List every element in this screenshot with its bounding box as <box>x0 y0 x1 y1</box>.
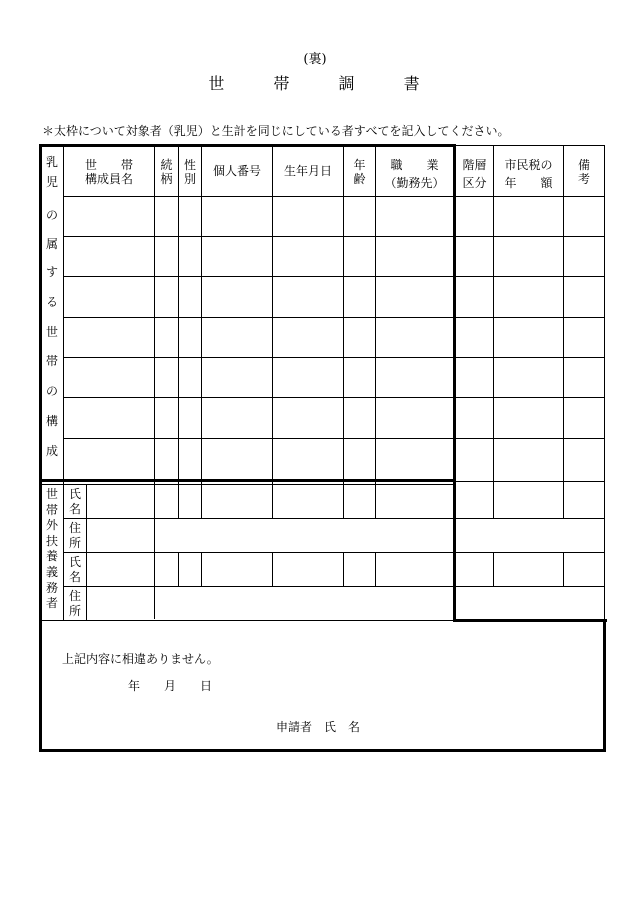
header-remarks: 備 考 <box>577 158 590 186</box>
header-member-name: 世 帯 構成員名 <box>84 158 133 186</box>
col-line <box>493 552 494 586</box>
double-line-household-bottom <box>40 484 454 485</box>
thick-border-inner-right <box>453 144 456 482</box>
supporter-name-label: 氏 名 <box>68 555 81 584</box>
page-title-char: 世 <box>208 74 227 93</box>
border-right <box>604 145 605 620</box>
row-line <box>63 397 604 398</box>
col-line <box>178 145 179 518</box>
header-relation: 続 柄 <box>160 158 173 186</box>
line-supporter-bottom <box>40 620 454 621</box>
supporter-address-label: 住 所 <box>68 521 81 550</box>
supporter-name-label: 氏 名 <box>68 487 81 516</box>
row-line <box>63 196 604 197</box>
thick-border-household-bottom <box>40 479 456 482</box>
page-title-char: 調 <box>338 74 357 93</box>
col-line <box>493 145 494 518</box>
row-line <box>63 357 604 358</box>
col-line <box>343 552 344 586</box>
header-tax: 市民税の 年 額 <box>504 158 553 190</box>
thick-border-top <box>40 144 456 147</box>
household-vertical-label: 乳 児 の 属 す る 世 帯 の 構 成 <box>45 155 58 458</box>
row-line <box>63 518 604 519</box>
page-title-char: 書 <box>403 74 422 93</box>
thick-border-step <box>453 619 607 622</box>
header-occupation: 職 業 （勤務先） <box>384 158 445 190</box>
header-age: 年 齢 <box>353 158 366 186</box>
row-line <box>63 438 604 439</box>
col-line <box>272 552 273 586</box>
row-line <box>63 552 604 553</box>
instruction-note: ＊太枠について対象者（乳児）と生計を同じにしている者すべてを記入してください。 <box>42 124 510 138</box>
applicant-name-label: 申請者 氏 名 <box>276 720 361 734</box>
col-line <box>375 145 376 518</box>
col-line <box>86 484 87 620</box>
thick-border-decl-right <box>603 619 606 752</box>
page-title <box>0 71 630 94</box>
row-line <box>63 276 604 277</box>
col-line <box>343 145 344 518</box>
row-line <box>63 236 604 237</box>
col-line <box>563 552 564 586</box>
header-tier: 階層 区分 <box>462 158 487 190</box>
col-line <box>154 145 155 619</box>
row-line <box>63 317 604 318</box>
col-line <box>563 145 564 518</box>
row-line <box>63 586 454 587</box>
thick-border-bottom <box>39 749 606 752</box>
line-right-household-bottom <box>456 481 604 482</box>
supporter-vertical-label: 世 帯 外 扶 養 義 務 者 <box>45 487 58 611</box>
col-line <box>178 552 179 586</box>
col-line <box>201 145 202 518</box>
header-sex: 性 別 <box>183 158 196 186</box>
border-top-right <box>456 145 604 146</box>
col-line <box>272 145 273 518</box>
page-subtitle: (裏) <box>303 52 327 67</box>
header-birthdate: 生年月日 <box>283 164 332 178</box>
row-line <box>456 586 604 587</box>
page-title-char: 帯 <box>273 74 292 93</box>
supporter-address-label: 住 所 <box>68 589 81 618</box>
col-line <box>375 552 376 586</box>
header-id-number: 個人番号 <box>212 164 261 178</box>
declaration-date: 年 月 日 <box>128 679 213 693</box>
declaration-statement: 上記内容に相違ありません。 <box>62 652 219 666</box>
col-line <box>201 552 202 586</box>
